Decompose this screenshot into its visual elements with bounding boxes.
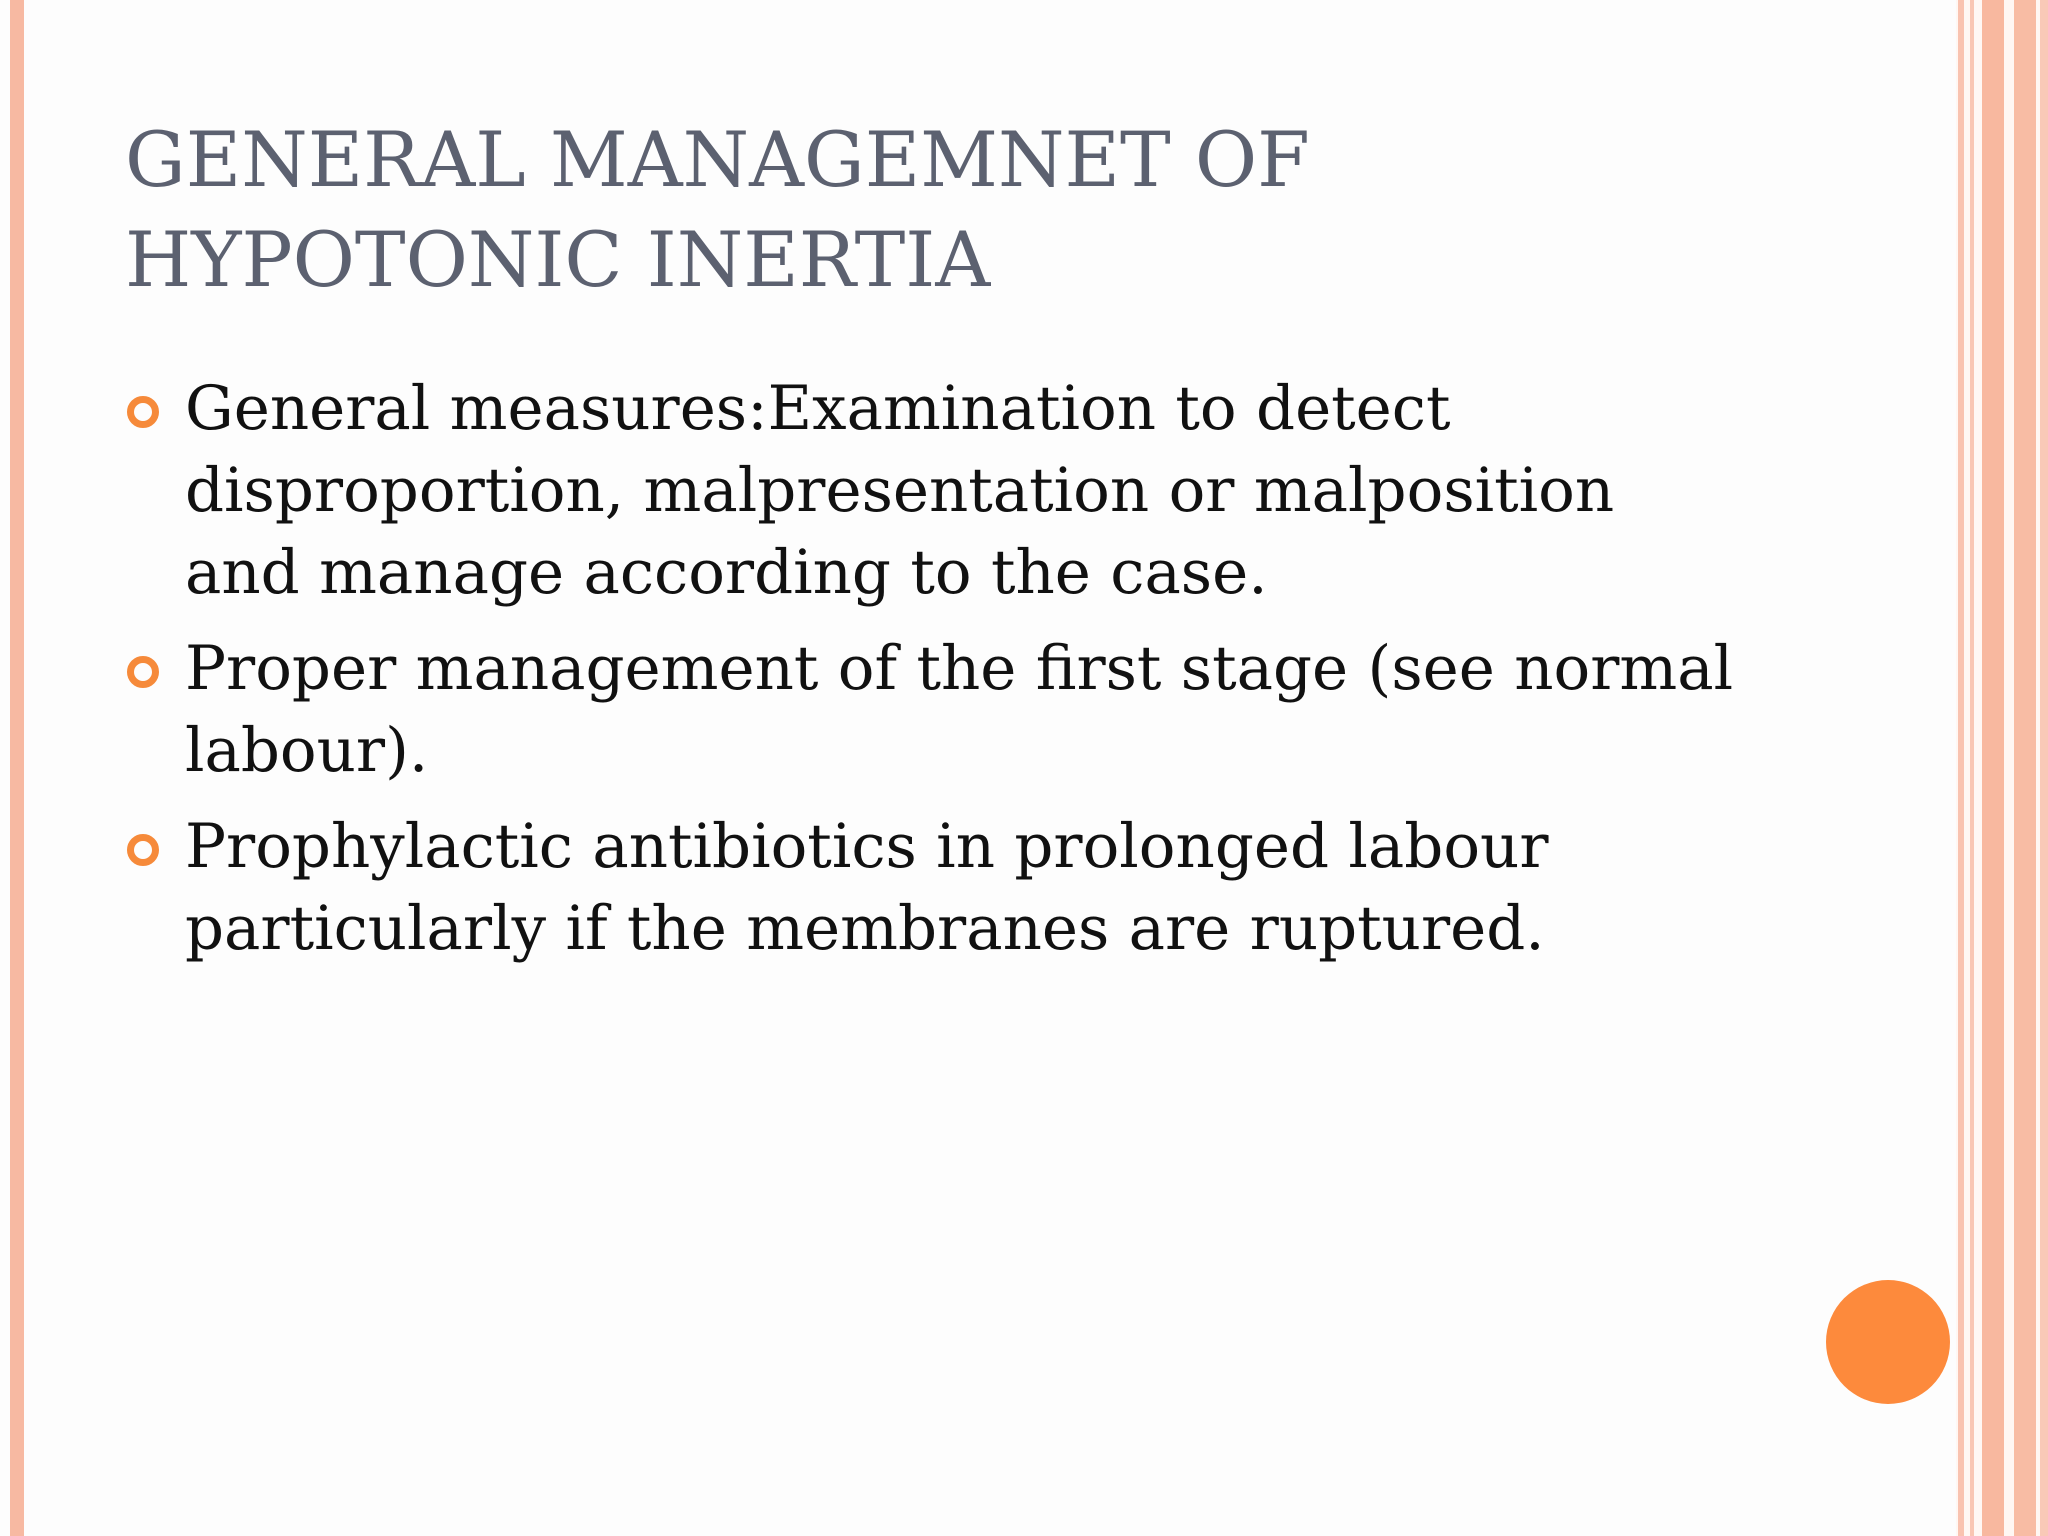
slide-title-line: GENERAL MANAGEMNET OF xyxy=(125,115,1310,204)
left-decorative-stripe xyxy=(10,0,24,1536)
bullet-line: Prophylactic antibiotics in prolonged labour xyxy=(185,811,1549,882)
right-decorative-stripe xyxy=(1982,0,2004,1536)
bullet-line: and manage according to the case. xyxy=(185,537,1268,608)
bullet-line: General measures:Examination to detect xyxy=(185,373,1451,444)
bullet-text xyxy=(185,806,1825,970)
ring-bullet-icon xyxy=(127,834,159,866)
bullet-line: particularly if the membranes are ruptured. xyxy=(185,893,1545,964)
bullet-item xyxy=(125,628,1825,792)
right-decorative-stripe xyxy=(2040,0,2048,1536)
orange-circle-icon xyxy=(1826,1280,1950,1404)
bullet-line: Proper management of the first stage (see normal xyxy=(185,633,1734,704)
ring-bullet-icon xyxy=(127,656,159,688)
ring-bullet-icon xyxy=(127,396,159,428)
slide-title-line: HYPOTONIC INERTIA xyxy=(125,215,991,304)
bullet-item xyxy=(125,806,1825,970)
bullet-item xyxy=(125,368,1825,614)
right-decorative-stripe xyxy=(1970,0,1974,1536)
right-decorative-stripe xyxy=(2014,0,2036,1536)
right-decorative-stripe xyxy=(1958,0,1964,1536)
bullet-line: disproportion, malpresentation or malposition xyxy=(185,455,1615,526)
bullet-text xyxy=(185,628,1825,792)
bullet-text xyxy=(185,368,1825,614)
slide-title xyxy=(125,110,1885,310)
bullet-line: labour). xyxy=(185,715,429,786)
bullet-list xyxy=(125,368,1825,984)
